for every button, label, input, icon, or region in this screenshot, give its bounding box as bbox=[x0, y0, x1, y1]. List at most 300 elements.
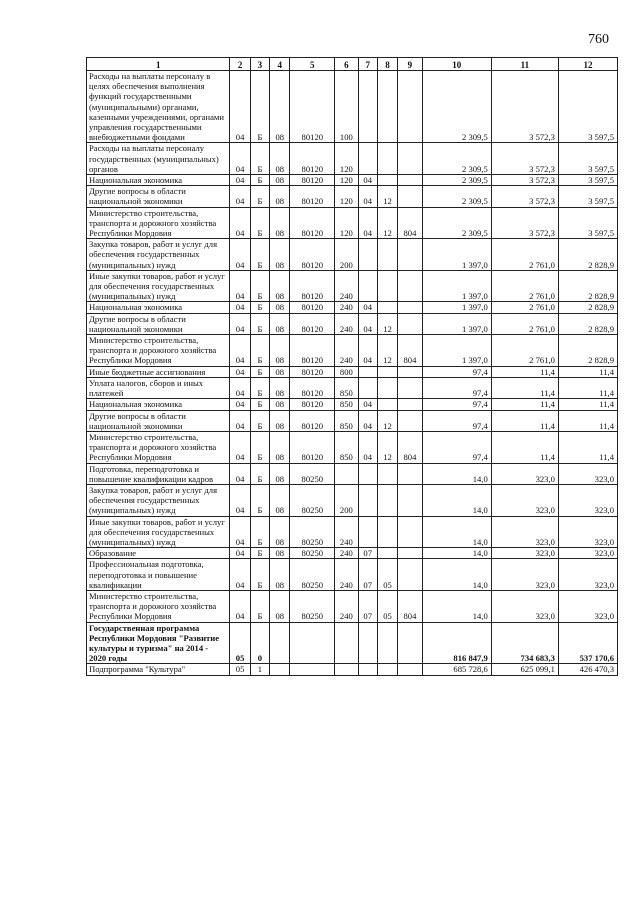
cell-c8 bbox=[377, 71, 397, 143]
cell-c3: Б bbox=[250, 463, 269, 484]
cell-c12: 2 828,9 bbox=[558, 239, 617, 271]
table-row bbox=[87, 431, 618, 463]
header-row bbox=[87, 58, 618, 71]
column-header-5: 5 bbox=[290, 58, 335, 71]
cell-c2: 04 bbox=[230, 463, 250, 484]
cell-c12: 3 597,5 bbox=[558, 186, 617, 207]
row-name-cell: Профессиональная подготовка, переподготовка и повышение квалификации bbox=[87, 559, 230, 591]
cell-c10: 1 397,0 bbox=[422, 302, 491, 313]
cell-c5: 80120 bbox=[290, 186, 335, 207]
cell-c5: 80120 bbox=[290, 71, 335, 143]
cell-c12: 323,0 bbox=[558, 463, 617, 484]
cell-c6: 120 bbox=[335, 207, 358, 239]
cell-c3: Б bbox=[250, 484, 269, 516]
cell-c4: 08 bbox=[270, 516, 290, 548]
cell-c8 bbox=[377, 622, 397, 664]
table-row bbox=[87, 186, 618, 207]
cell-c12: 2 828,9 bbox=[558, 270, 617, 302]
cell-c2: 05 bbox=[230, 664, 250, 675]
cell-c8 bbox=[377, 366, 397, 377]
cell-c10: 14,0 bbox=[422, 516, 491, 548]
cell-c4 bbox=[270, 664, 290, 675]
cell-c2: 04 bbox=[230, 302, 250, 313]
cell-c6 bbox=[335, 463, 358, 484]
cell-c9 bbox=[398, 516, 422, 548]
table-row bbox=[87, 410, 618, 431]
cell-c10: 97,4 bbox=[422, 431, 491, 463]
cell-c11: 3 572,3 bbox=[491, 143, 558, 175]
cell-c5: 80120 bbox=[290, 366, 335, 377]
cell-c11: 3 572,3 bbox=[491, 71, 558, 143]
cell-c4: 08 bbox=[270, 270, 290, 302]
table-row bbox=[87, 175, 618, 186]
cell-c5: 80250 bbox=[290, 590, 335, 622]
column-header-9: 9 bbox=[398, 58, 422, 71]
cell-c8: 12 bbox=[377, 313, 397, 334]
cell-c11: 323,0 bbox=[491, 484, 558, 516]
cell-c7: 04 bbox=[358, 431, 377, 463]
cell-c6 bbox=[335, 622, 358, 664]
cell-c4: 08 bbox=[270, 313, 290, 334]
cell-c3: Б bbox=[250, 239, 269, 271]
cell-c10: 2 309,5 bbox=[422, 143, 491, 175]
cell-c4: 08 bbox=[270, 239, 290, 271]
cell-c3: Б bbox=[250, 377, 269, 398]
cell-c5: 80120 bbox=[290, 302, 335, 313]
cell-c8 bbox=[377, 516, 397, 548]
cell-c3: Б bbox=[250, 548, 269, 559]
table-row bbox=[87, 270, 618, 302]
cell-c9 bbox=[398, 410, 422, 431]
cell-c7: 04 bbox=[358, 175, 377, 186]
table-row bbox=[87, 399, 618, 410]
cell-c7 bbox=[358, 463, 377, 484]
cell-c10: 97,4 bbox=[422, 366, 491, 377]
cell-c10: 1 397,0 bbox=[422, 239, 491, 271]
row-name-cell: Министерство строительства, транспорта и дорожного хозяйства Республики Мордовия bbox=[87, 207, 230, 239]
cell-c7: 04 bbox=[358, 207, 377, 239]
cell-c11: 323,0 bbox=[491, 590, 558, 622]
cell-c7 bbox=[358, 270, 377, 302]
table-row bbox=[87, 239, 618, 271]
cell-c10: 14,0 bbox=[422, 484, 491, 516]
table-row bbox=[87, 590, 618, 622]
cell-c4: 08 bbox=[270, 71, 290, 143]
cell-c12: 3 597,5 bbox=[558, 207, 617, 239]
cell-c6 bbox=[335, 664, 358, 675]
cell-c11: 11,4 bbox=[491, 410, 558, 431]
cell-c10: 2 309,5 bbox=[422, 207, 491, 239]
cell-c5 bbox=[290, 664, 335, 675]
cell-c8 bbox=[377, 463, 397, 484]
cell-c9 bbox=[398, 622, 422, 664]
cell-c2: 04 bbox=[230, 207, 250, 239]
cell-c9 bbox=[398, 186, 422, 207]
cell-c12: 323,0 bbox=[558, 590, 617, 622]
cell-c5 bbox=[290, 622, 335, 664]
cell-c3: Б bbox=[250, 431, 269, 463]
cell-c6: 240 bbox=[335, 270, 358, 302]
cell-c3: Б bbox=[250, 590, 269, 622]
cell-c2: 05 bbox=[230, 622, 250, 664]
cell-c11: 734 683,3 bbox=[491, 622, 558, 664]
cell-c4: 08 bbox=[270, 548, 290, 559]
cell-c3: Б bbox=[250, 175, 269, 186]
cell-c5: 80120 bbox=[290, 143, 335, 175]
cell-c4: 08 bbox=[270, 431, 290, 463]
cell-c5: 80120 bbox=[290, 377, 335, 398]
cell-c10: 2 309,5 bbox=[422, 71, 491, 143]
cell-c11: 11,4 bbox=[491, 399, 558, 410]
cell-c9 bbox=[398, 71, 422, 143]
cell-c12: 3 597,5 bbox=[558, 175, 617, 186]
cell-c4: 08 bbox=[270, 207, 290, 239]
cell-c2: 04 bbox=[230, 186, 250, 207]
table-row bbox=[87, 71, 618, 143]
cell-c12: 11,4 bbox=[558, 431, 617, 463]
row-name-cell: Образование bbox=[87, 548, 230, 559]
cell-c9: 804 bbox=[398, 590, 422, 622]
cell-c9 bbox=[398, 463, 422, 484]
cell-c8 bbox=[377, 239, 397, 271]
cell-c11: 323,0 bbox=[491, 559, 558, 591]
cell-c3: Б bbox=[250, 71, 269, 143]
cell-c5: 80250 bbox=[290, 548, 335, 559]
cell-c4: 08 bbox=[270, 335, 290, 367]
cell-c7: 04 bbox=[358, 302, 377, 313]
column-header-1: 1 bbox=[87, 58, 230, 71]
cell-c4: 08 bbox=[270, 175, 290, 186]
row-name-cell: Национальная экономика bbox=[87, 302, 230, 313]
column-header-3: 3 bbox=[250, 58, 269, 71]
cell-c2: 04 bbox=[230, 71, 250, 143]
cell-c7: 04 bbox=[358, 399, 377, 410]
cell-c7: 04 bbox=[358, 410, 377, 431]
cell-c2: 04 bbox=[230, 548, 250, 559]
cell-c6: 240 bbox=[335, 548, 358, 559]
column-header-7: 7 bbox=[358, 58, 377, 71]
row-name-cell: Национальная экономика bbox=[87, 175, 230, 186]
table-row bbox=[87, 516, 618, 548]
cell-c6: 240 bbox=[335, 335, 358, 367]
cell-c6: 200 bbox=[335, 239, 358, 271]
table-row bbox=[87, 366, 618, 377]
cell-c11: 2 761,0 bbox=[491, 313, 558, 334]
table-row bbox=[87, 484, 618, 516]
cell-c7: 04 bbox=[358, 335, 377, 367]
cell-c5: 80120 bbox=[290, 313, 335, 334]
row-name-cell: Подготовка, переподготовка и повышение квалификации кадров bbox=[87, 463, 230, 484]
cell-c7: 04 bbox=[358, 313, 377, 334]
cell-c8 bbox=[377, 377, 397, 398]
cell-c5: 80120 bbox=[290, 410, 335, 431]
cell-c7 bbox=[358, 239, 377, 271]
cell-c12: 2 828,9 bbox=[558, 335, 617, 367]
cell-c2: 04 bbox=[230, 335, 250, 367]
cell-c5: 80120 bbox=[290, 431, 335, 463]
cell-c4: 08 bbox=[270, 399, 290, 410]
cell-c11: 323,0 bbox=[491, 463, 558, 484]
cell-c6: 240 bbox=[335, 559, 358, 591]
cell-c10: 97,4 bbox=[422, 377, 491, 398]
cell-c4: 08 bbox=[270, 463, 290, 484]
cell-c7 bbox=[358, 622, 377, 664]
cell-c10: 2 309,5 bbox=[422, 186, 491, 207]
cell-c2: 04 bbox=[230, 399, 250, 410]
cell-c4: 08 bbox=[270, 410, 290, 431]
table-row bbox=[87, 559, 618, 591]
cell-c11: 625 099,1 bbox=[491, 664, 558, 675]
cell-c10: 97,4 bbox=[422, 410, 491, 431]
cell-c11: 2 761,0 bbox=[491, 302, 558, 313]
cell-c7: 07 bbox=[358, 559, 377, 591]
cell-c11: 3 572,3 bbox=[491, 175, 558, 186]
cell-c5: 80120 bbox=[290, 270, 335, 302]
cell-c6: 850 bbox=[335, 410, 358, 431]
cell-c9 bbox=[398, 270, 422, 302]
cell-c12: 11,4 bbox=[558, 377, 617, 398]
cell-c4: 08 bbox=[270, 366, 290, 377]
cell-c3: Б bbox=[250, 410, 269, 431]
cell-c5: 80250 bbox=[290, 463, 335, 484]
cell-c9 bbox=[398, 484, 422, 516]
cell-c5: 80120 bbox=[290, 175, 335, 186]
cell-c4: 08 bbox=[270, 484, 290, 516]
cell-c9: 804 bbox=[398, 431, 422, 463]
cell-c3: Б bbox=[250, 335, 269, 367]
cell-c2: 04 bbox=[230, 239, 250, 271]
cell-c2: 04 bbox=[230, 366, 250, 377]
row-name-cell: Закупка товаров, работ и услуг для обеспечения государственных (муниципальных) нужд bbox=[87, 484, 230, 516]
cell-c6: 240 bbox=[335, 590, 358, 622]
cell-c9 bbox=[398, 313, 422, 334]
cell-c12: 11,4 bbox=[558, 410, 617, 431]
cell-c2: 04 bbox=[230, 175, 250, 186]
cell-c3: 1 bbox=[250, 664, 269, 675]
cell-c8 bbox=[377, 270, 397, 302]
cell-c8: 05 bbox=[377, 590, 397, 622]
row-name-cell: Иные закупки товаров, работ и услуг для обеспечения государственных (муниципальных) нужд bbox=[87, 516, 230, 548]
table-row bbox=[87, 622, 618, 664]
table-row bbox=[87, 335, 618, 367]
cell-c4: 08 bbox=[270, 559, 290, 591]
cell-c4: 08 bbox=[270, 143, 290, 175]
cell-c12: 323,0 bbox=[558, 559, 617, 591]
row-name-cell: Другие вопросы в области национальной экономики bbox=[87, 410, 230, 431]
cell-c8 bbox=[377, 175, 397, 186]
cell-c8: 12 bbox=[377, 207, 397, 239]
cell-c3: Б bbox=[250, 366, 269, 377]
cell-c7 bbox=[358, 377, 377, 398]
cell-c11: 2 761,0 bbox=[491, 270, 558, 302]
cell-c10: 1 397,0 bbox=[422, 335, 491, 367]
cell-c5: 80250 bbox=[290, 484, 335, 516]
cell-c8: 05 bbox=[377, 559, 397, 591]
cell-c8: 12 bbox=[377, 431, 397, 463]
table-row bbox=[87, 548, 618, 559]
column-header-10: 10 bbox=[422, 58, 491, 71]
cell-c7: 07 bbox=[358, 548, 377, 559]
cell-c2: 04 bbox=[230, 313, 250, 334]
cell-c10: 816 847,9 bbox=[422, 622, 491, 664]
cell-c2: 04 bbox=[230, 270, 250, 302]
cell-c3: Б bbox=[250, 313, 269, 334]
cell-c6: 240 bbox=[335, 302, 358, 313]
table-body bbox=[87, 71, 618, 676]
cell-c11: 323,0 bbox=[491, 516, 558, 548]
cell-c10: 97,4 bbox=[422, 399, 491, 410]
cell-c3: Б bbox=[250, 186, 269, 207]
cell-c6: 200 bbox=[335, 484, 358, 516]
cell-c9 bbox=[398, 239, 422, 271]
cell-c8: 12 bbox=[377, 186, 397, 207]
row-name-cell: Иные бюджетные ассигнования bbox=[87, 366, 230, 377]
cell-c4: 08 bbox=[270, 590, 290, 622]
cell-c10: 14,0 bbox=[422, 559, 491, 591]
cell-c10: 14,0 bbox=[422, 548, 491, 559]
cell-c7 bbox=[358, 516, 377, 548]
cell-c4 bbox=[270, 622, 290, 664]
cell-c5: 80120 bbox=[290, 207, 335, 239]
cell-c2: 04 bbox=[230, 377, 250, 398]
cell-c12: 3 597,5 bbox=[558, 143, 617, 175]
cell-c12: 323,0 bbox=[558, 484, 617, 516]
cell-c2: 04 bbox=[230, 410, 250, 431]
cell-c12: 2 828,9 bbox=[558, 313, 617, 334]
row-name-cell: Подпрограмма "Культура" bbox=[87, 664, 230, 675]
table-row bbox=[87, 463, 618, 484]
cell-c10: 14,0 bbox=[422, 463, 491, 484]
cell-c9 bbox=[398, 143, 422, 175]
cell-c5: 80250 bbox=[290, 559, 335, 591]
cell-c8 bbox=[377, 484, 397, 516]
table-row bbox=[87, 664, 618, 675]
cell-c6: 240 bbox=[335, 313, 358, 334]
cell-c3: Б bbox=[250, 516, 269, 548]
cell-c11: 11,4 bbox=[491, 377, 558, 398]
cell-c10: 1 397,0 bbox=[422, 270, 491, 302]
cell-c2: 04 bbox=[230, 484, 250, 516]
cell-c6: 850 bbox=[335, 399, 358, 410]
cell-c12: 426 470,3 bbox=[558, 664, 617, 675]
cell-c7: 07 bbox=[358, 590, 377, 622]
cell-c2: 04 bbox=[230, 431, 250, 463]
cell-c9 bbox=[398, 399, 422, 410]
cell-c10: 14,0 bbox=[422, 590, 491, 622]
cell-c6: 850 bbox=[335, 377, 358, 398]
cell-c2: 04 bbox=[230, 143, 250, 175]
cell-c11: 3 572,3 bbox=[491, 186, 558, 207]
cell-c8: 12 bbox=[377, 335, 397, 367]
page-number: 760 bbox=[588, 32, 609, 47]
row-name-cell: Иные закупки товаров, работ и услуг для обеспечения государственных (муниципальных) нужд bbox=[87, 270, 230, 302]
cell-c11: 323,0 bbox=[491, 548, 558, 559]
cell-c9 bbox=[398, 664, 422, 675]
cell-c8 bbox=[377, 664, 397, 675]
table-header bbox=[87, 58, 618, 71]
column-header-12: 12 bbox=[558, 58, 617, 71]
row-name-cell: Министерство строительства, транспорта и дорожного хозяйства Республики Мордовия bbox=[87, 590, 230, 622]
row-name-cell: Расходы на выплаты персоналу государственных (муниципальных) органов bbox=[87, 143, 230, 175]
row-name-cell: Государственная программа Республики Мордовия "Развитие культуры и туризма" на 2014 - 2020 годы bbox=[87, 622, 230, 664]
cell-c8 bbox=[377, 399, 397, 410]
cell-c12: 323,0 bbox=[558, 548, 617, 559]
cell-c8 bbox=[377, 143, 397, 175]
table-row bbox=[87, 143, 618, 175]
cell-c2: 04 bbox=[230, 590, 250, 622]
column-header-6: 6 bbox=[335, 58, 358, 71]
cell-c8: 12 bbox=[377, 410, 397, 431]
cell-c6: 850 bbox=[335, 431, 358, 463]
cell-c12: 537 170,6 bbox=[558, 622, 617, 664]
cell-c3: Б bbox=[250, 302, 269, 313]
cell-c9 bbox=[398, 559, 422, 591]
cell-c11: 11,4 bbox=[491, 366, 558, 377]
row-name-cell: Национальная экономика bbox=[87, 399, 230, 410]
cell-c6: 100 bbox=[335, 71, 358, 143]
row-name-cell: Уплата налогов, сборов и иных платежей bbox=[87, 377, 230, 398]
budget-table bbox=[86, 57, 618, 676]
cell-c7 bbox=[358, 366, 377, 377]
row-name-cell: Закупка товаров, работ и услуг для обеспечения государственных (муниципальных) нужд bbox=[87, 239, 230, 271]
cell-c10: 685 728,6 bbox=[422, 664, 491, 675]
column-header-4: 4 bbox=[270, 58, 290, 71]
cell-c12: 11,4 bbox=[558, 366, 617, 377]
table-row bbox=[87, 302, 618, 313]
cell-c6: 120 bbox=[335, 175, 358, 186]
cell-c3: Б bbox=[250, 399, 269, 410]
row-name-cell: Другие вопросы в области национальной экономики bbox=[87, 313, 230, 334]
cell-c3: Б bbox=[250, 559, 269, 591]
table-row bbox=[87, 313, 618, 334]
cell-c12: 3 597,5 bbox=[558, 71, 617, 143]
cell-c11: 3 572,3 bbox=[491, 207, 558, 239]
cell-c4: 08 bbox=[270, 302, 290, 313]
row-name-cell: Расходы на выплаты персоналу в целях обеспечения выполнения функций государственными (муниципальными) органами, казенными учреждениями, органами управления государственными внебюджетными фондами bbox=[87, 71, 230, 143]
cell-c2: 04 bbox=[230, 559, 250, 591]
cell-c4: 08 bbox=[270, 377, 290, 398]
cell-c5: 80250 bbox=[290, 516, 335, 548]
cell-c6: 120 bbox=[335, 143, 358, 175]
cell-c7: 04 bbox=[358, 186, 377, 207]
cell-c4: 08 bbox=[270, 186, 290, 207]
cell-c8 bbox=[377, 302, 397, 313]
cell-c10: 1 397,0 bbox=[422, 313, 491, 334]
cell-c8 bbox=[377, 548, 397, 559]
cell-c6: 120 bbox=[335, 186, 358, 207]
cell-c11: 2 761,0 bbox=[491, 239, 558, 271]
cell-c5: 80120 bbox=[290, 335, 335, 367]
cell-c11: 11,4 bbox=[491, 431, 558, 463]
cell-c5: 80120 bbox=[290, 239, 335, 271]
cell-c9 bbox=[398, 175, 422, 186]
column-header-2: 2 bbox=[230, 58, 250, 71]
column-header-11: 11 bbox=[491, 58, 558, 71]
table-row bbox=[87, 207, 618, 239]
cell-c9 bbox=[398, 377, 422, 398]
cell-c3: Б bbox=[250, 207, 269, 239]
cell-c6: 240 bbox=[335, 516, 358, 548]
cell-c3: 0 bbox=[250, 622, 269, 664]
cell-c9: 804 bbox=[398, 335, 422, 367]
cell-c7 bbox=[358, 143, 377, 175]
row-name-cell: Другие вопросы в области национальной экономики bbox=[87, 186, 230, 207]
cell-c2: 04 bbox=[230, 516, 250, 548]
cell-c12: 11,4 bbox=[558, 399, 617, 410]
cell-c12: 323,0 bbox=[558, 516, 617, 548]
cell-c12: 2 828,9 bbox=[558, 302, 617, 313]
cell-c3: Б bbox=[250, 270, 269, 302]
